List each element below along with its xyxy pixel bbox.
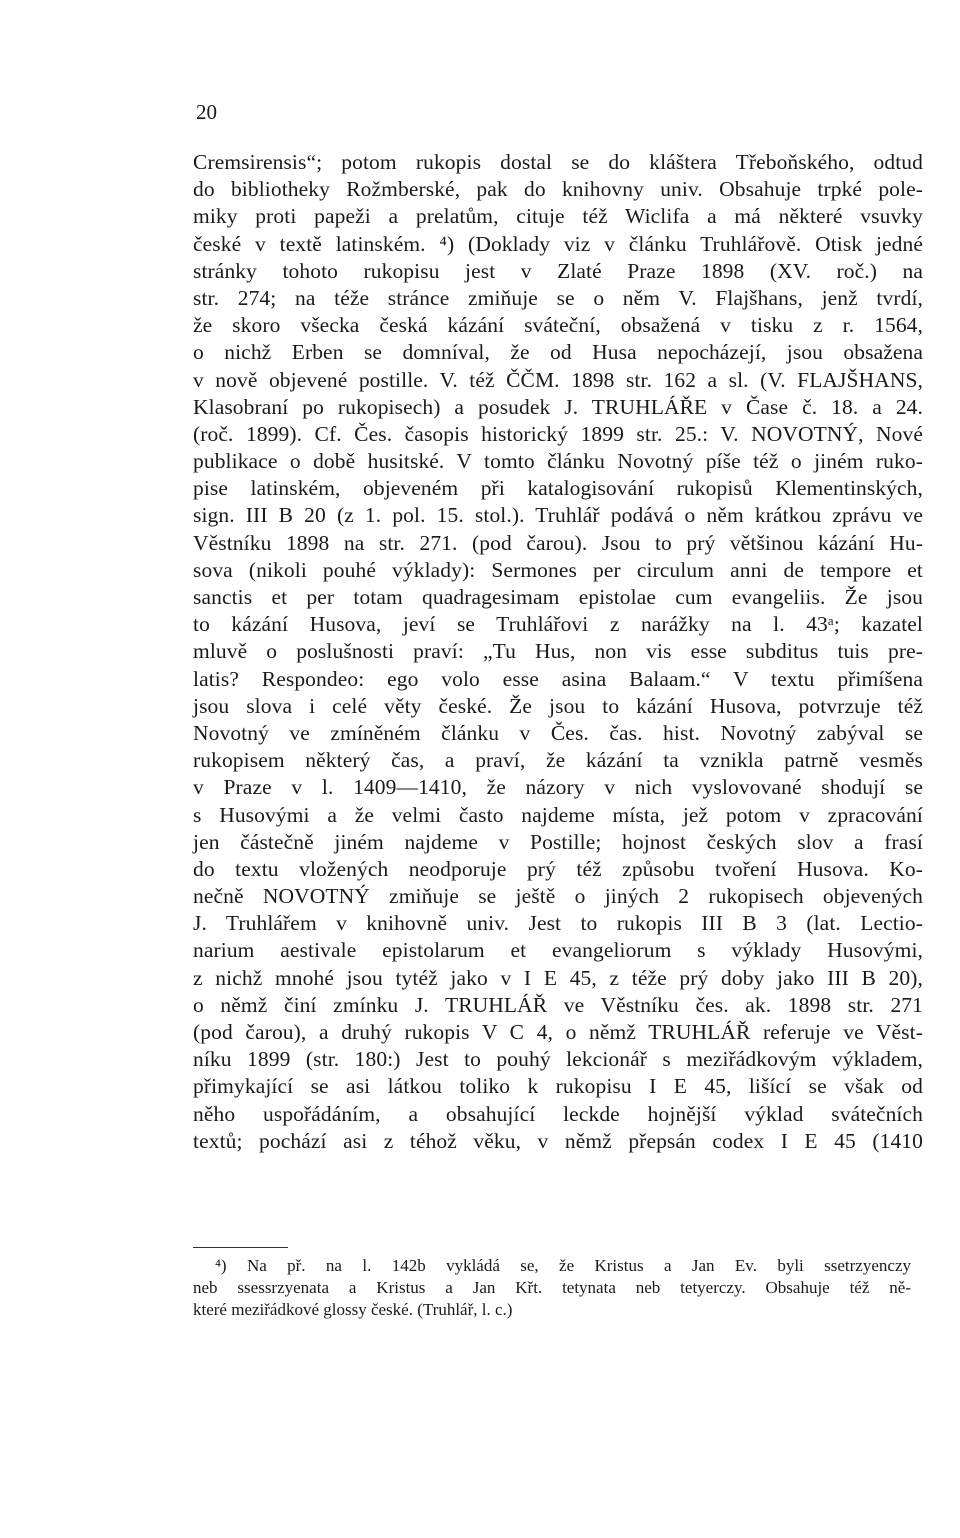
body-line: Novotný ve zmíněném článku v Čes. čas. hist. Novotný zabýval se <box>193 720 923 745</box>
body-line: rukopisem některý čas, a praví, že kázání ta vznikla patrně vesměs <box>193 748 923 773</box>
body-line: o nichž Erben se domníval, že od Husa nepocházejí, jsou obsažena <box>193 340 923 365</box>
footnote-line: které meziřádkové glossy české. (Truhlář, l. c.) <box>193 1300 513 1319</box>
body-line: Věstníku 1898 na str. 271. (pod čarou). Jsou to prý většinou kázání Hu- <box>193 530 923 555</box>
body-line: sova (nikoli pouhé výklady): Sermones per circulum anni de tempore et <box>193 557 923 582</box>
body-line: miky proti papeži a prelatům, cituje též Wiclifa a má některé vsuvky <box>193 204 923 229</box>
body-line: textů; pochází asi z téhož věku, v němž přepsán codex I E 45 (1410 <box>193 1128 923 1153</box>
body-text <box>193 149 923 1155</box>
body-line: v Praze v l. 1409—1410, že názory v nich vyslovované shodují se <box>193 775 923 800</box>
body-line: něho uspořádáním, a obsahující leckde hojnější výklad svátečních <box>193 1101 923 1126</box>
body-line: narium aestivale epistolarum et evangeliorum s výklady Husovými, <box>193 938 923 963</box>
body-line: (roč. 1899). Cf. Čes. časopis historický 1899 str. 25.: V. NOVOTNÝ, Nové <box>193 421 923 446</box>
body-line: stránky tohoto rukopisu jest v Zlaté Praze 1898 (XV. roč.) na <box>193 258 923 283</box>
body-line: (pod čarou), a druhý rukopis V C 4, o němž TRUHLÁŘ referuje ve Věst- <box>193 1020 923 1044</box>
page-number: 20 <box>196 100 217 124</box>
body-line: že skoro všecka česká kázání sváteční, obsažená v tisku z r. 1564, <box>193 313 923 338</box>
body-line: z nichž mnohé jsou tytéž jako v I E 45, z téže prý doby jako III B 20), <box>193 965 923 990</box>
body-line: v nově objevené postille. V. též ČČM. 1898 str. 162 a sl. (V. FLAJŠHANS, <box>193 367 923 392</box>
body-line: nečně NOVOTNÝ zmiňuje se ještě o jiných 2 rukopisech objevených <box>193 884 923 909</box>
body-line: níku 1899 (str. 180:) Jest to pouhý lekcionář s meziřádkovým výkladem, <box>193 1047 923 1072</box>
footnote-divider <box>193 1247 288 1248</box>
body-line: sanctis et per totam quadragesimam epistolae cum evangeliis. Že jsou <box>193 585 923 609</box>
body-line: o němž činí zmínku J. TRUHLÁŘ ve Věstníku čes. ak. 1898 str. 271 <box>193 992 923 1017</box>
footnote-line: ⁴) Na př. na l. 142b vykládá se, že Kristus a Jan Ev. byli ssetrzyenczy <box>215 1256 911 1275</box>
body-line: latis? Respondeo: ego volo esse asina Balaam.“ V textu přimíšena <box>193 666 923 691</box>
body-line: J. Truhlářem v knihovně univ. Jest to rukopis III B 3 (lat. Lectio- <box>193 911 923 936</box>
body-line: jen částečně jiném najdeme v Postille; hojnost českých slov a frasí <box>193 829 923 854</box>
body-line: mluvě o poslušnosti praví: „Tu Hus, non vis esse subditus tuis pre- <box>193 639 923 664</box>
footnote <box>193 1255 911 1321</box>
body-line: s Husovými a že velmi často najdeme místa, jež potom v zpracování <box>193 802 923 827</box>
body-line: pise latinském, objeveném při katalogisování rukopisů Klementinských, <box>193 476 923 501</box>
body-line: str. 274; na téže stránce zmiňuje se o něm V. Flajšhans, jenž tvrdí, <box>193 285 923 310</box>
footnote-line: neb ssessrzyenata a Kristus a Jan Křt. tetynata neb tetyerczy. Obsahuje též ně- <box>193 1278 911 1297</box>
body-line: do textu vložených neodporuje prý též způsobu tvoření Husova. Ko- <box>193 856 923 881</box>
body-line: přimykající se asi látkou toliko k rukopisu I E 45, lišící se však od <box>193 1074 923 1099</box>
body-line: české v textě latinském. ⁴) (Doklady viz v článku Truhlářově. Otisk jedné <box>193 231 923 256</box>
body-line: Cremsirensis“; potom rukopis dostal se do kláštera Třeboňského, odtud <box>193 150 923 174</box>
body-line: sign. III B 20 (z 1. pol. 15. stol.). Truhlář podává o něm krátkou zprávu ve <box>193 503 923 528</box>
body-line: to kázání Husova, jeví se Truhlářovi z narážky na l. 43ᵃ; kazatel <box>193 612 923 637</box>
body-line: jsou slova i celé věty české. Že jsou to kázání Husova, potvrzuje též <box>193 693 923 718</box>
body-line: Klasobraní po rukopisech) a posudek J. TRUHLÁŘE v Čase č. 18. a 24. <box>193 394 923 419</box>
body-line: do bibliotheky Rožmberské, pak do knihovny univ. Obsahuje trpké pole- <box>193 177 923 202</box>
body-line: publikace o době husitské. V tomto článku Novotný píše též o jiném ruko- <box>193 449 923 474</box>
